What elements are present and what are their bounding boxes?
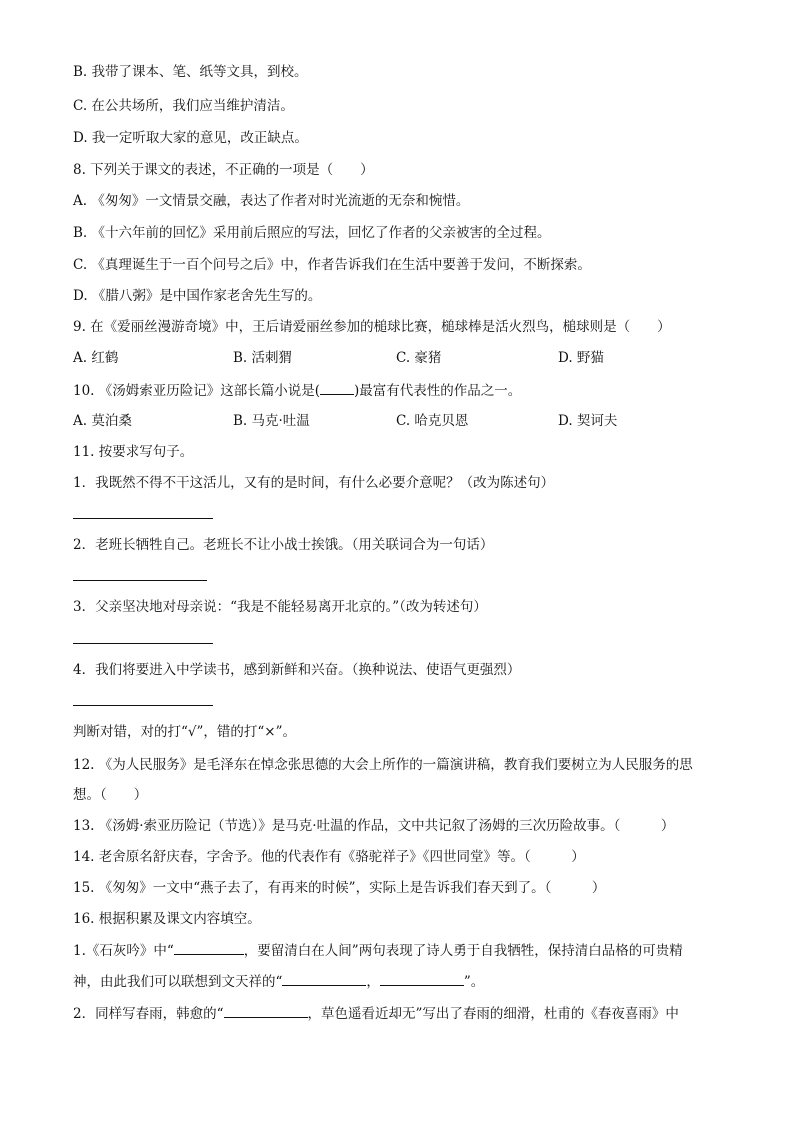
q9-option-c: C. 豪猪 xyxy=(396,350,442,366)
q11-item-4: 4．我们将要进入中学读书，感到新鲜和兴奋。（换种说法、使语气更强烈） xyxy=(73,662,521,678)
q16-blank-1[interactable] xyxy=(174,940,244,955)
q11-item-3: 3．父亲坚决地对母亲说：“我是不能轻易离开北京的。”（改为转述句） xyxy=(73,599,487,615)
q16-blank-4[interactable] xyxy=(224,1003,308,1018)
q16-line-2-sep: ， xyxy=(366,974,380,990)
q16-line-2-after: ”。 xyxy=(463,974,485,990)
q16-line-2 xyxy=(73,971,484,992)
q16-line-2-before: 神，由此我们可以联想到文天祥的“ xyxy=(73,974,283,990)
q15: 15. 《匆匆》一文中“燕子去了，有再来的时候”，实际上是告诉我们春天到了。（ ） xyxy=(73,880,606,896)
q8-option-b: B. 《十六年前的回忆》采用前后照应的写法，回忆了作者的父亲被害的全过程。 xyxy=(73,225,551,241)
q9-option-d: D. 野猫 xyxy=(558,350,604,366)
q10-stem-after: )最富有代表性的作品之一。 xyxy=(354,383,522,399)
q10-option-a: A. 莫泊桑 xyxy=(73,413,132,429)
q16-line-1-before: 1.《石灰吟》中“ xyxy=(73,943,174,959)
q10-stem-before: 10. 《汤姆索亚历险记》这部长篇小说是( xyxy=(73,383,321,399)
q16-line-1-after: ，要留清白在人间”两句表现了诗人勇于自我牺牲，保持清白品格的可贵精 xyxy=(243,943,683,959)
q16-blank-2[interactable] xyxy=(282,971,366,986)
q13: 13. 《汤姆·索亚历险记（节选）》是马克·吐温的作品，文中共记叙了汤姆的三次历险故事。（ ） xyxy=(73,818,675,834)
q16-line-3-after: ，草色遥看近却无”写出了春雨的细滑，杜甫的《春夜喜雨》中 xyxy=(307,1006,679,1022)
q11-answer-line-1[interactable] xyxy=(73,518,213,519)
judge-intro: 判断对错，对的打“√”，错的打“×”。 xyxy=(73,724,297,740)
q10-option-d: D. 契诃夫 xyxy=(558,413,618,429)
q11-title: 11. 按要求写句子。 xyxy=(73,444,194,460)
q7-option-d: D. 我一定听取大家的意见，改正缺点。 xyxy=(73,130,308,146)
q14: 14. 老舍原名舒庆春，字舍予。他的代表作有《骆驼祥子》《四世同堂》等。（ ） xyxy=(73,849,585,865)
q16-title: 16. 根据积累及课文内容填空。 xyxy=(73,911,261,927)
q11-answer-line-2[interactable] xyxy=(73,580,207,581)
q10-stem xyxy=(73,380,521,401)
q7-option-b: B. 我带了课本、笔、纸等文具，到校。 xyxy=(73,64,308,80)
q8-option-d: D. 《腊八粥》是中国作家老舍先生写的。 xyxy=(73,288,322,304)
q11-answer-line-4[interactable] xyxy=(73,705,213,706)
q7-option-c: C. 在公共场所，我们应当维护清洁。 xyxy=(73,98,294,114)
q8-option-a: A. 《匆匆》一文情景交融，表达了作者对时光流逝的无奈和惋惜。 xyxy=(73,193,470,209)
q16-line-3 xyxy=(73,1003,679,1024)
q16-line-1 xyxy=(73,940,683,961)
q16-line-3-before: 2．同样写春雨，韩愈的“ xyxy=(73,1006,224,1022)
q10-option-b: B. 马克·吐温 xyxy=(233,413,310,429)
q10-options xyxy=(73,411,617,431)
q12-line-2: 想。（ ） xyxy=(73,787,148,803)
q11-item-1: 1．我既然不得不干这活儿，又有的是时间，有什么必要介意呢？（改为陈述句） xyxy=(73,475,555,491)
q11-item-2: 2．老班长牺牲自己。老班长不让小战士挨饿。（用关联词合为一句话） xyxy=(73,537,494,553)
q9-option-a: A. 红鹤 xyxy=(73,350,119,366)
q10-blank[interactable] xyxy=(320,380,354,395)
q9-options xyxy=(73,348,604,368)
q11-answer-line-3[interactable] xyxy=(73,643,213,644)
q10-option-c: C. 哈克贝恩 xyxy=(396,413,469,429)
q9-stem: 9. 在《爱丽丝漫游奇境》中，王后请爱丽丝参加的槌球比赛，槌球棒是活火烈鸟，槌球则是（ ） xyxy=(73,319,671,335)
q16-blank-3[interactable] xyxy=(380,971,464,986)
q9-option-b: B. 活刺猬 xyxy=(233,350,293,366)
q8-option-c: C. 《真理诞生于一百个问号之后》中，作者告诉我们在生活中要善于发问，不断探索。 xyxy=(73,257,591,273)
q12-line-1: 12. 《为人民服务》是毛泽东在悼念张思德的大会上所作的一篇演讲稿，教育我们要树立为人民服务的思 xyxy=(73,757,693,773)
q8-stem: 8. 下列关于课文的表述，不正确的一项是（ ） xyxy=(73,162,374,178)
